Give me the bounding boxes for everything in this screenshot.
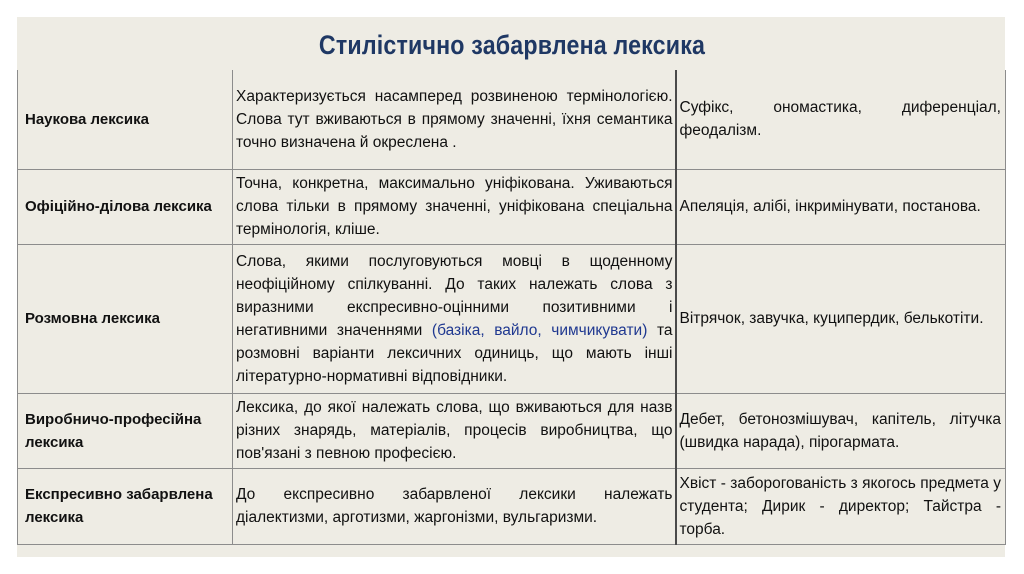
row-description: Характеризується насамперед розвиненою термінологією. Слова тут вживаються в прямому значенні, їхня семантика точно визначена й окреслена . [233, 70, 676, 169]
example-words-highlight: (базіка, вайло, чимчикувати) [431, 321, 648, 339]
row-examples: Вітрячок, завучка, куципердик, белькотіти. [676, 244, 1006, 393]
lexicon-table [17, 70, 1006, 545]
row-examples: Дебет, бетонозмішувач, капітель, літучка (швидка нарада), пірогармата. [676, 393, 1006, 468]
row-description: Точна, конкретна, максимально уніфікована. Уживаються слова тільки в прямому значенні, уніфікована спеціальна термінологія, кліше. [233, 169, 676, 244]
row-name: Розмовна лексика [18, 244, 233, 393]
row-name: Наукова лексика [18, 70, 233, 169]
table-row [18, 244, 1006, 393]
row-examples: Суфікс, ономастика, диференціал, феодалізм. [676, 70, 1006, 169]
table-row [18, 169, 1006, 244]
row-description: Лексика, до якої належать слова, що вживаються для назв різних знарядь, матеріалів, процесів виробництва, що пов'язані з певною професією. [233, 393, 676, 468]
table-row [18, 393, 1006, 468]
row-name: Виробничо-професійна лексика [18, 393, 233, 468]
row-examples: Хвіст - заборогованість з якогось предмета у студента; Дирик - директор; Тайстра - торба. [676, 468, 1006, 544]
row-name: Експресивно забарвлена лексика [18, 468, 233, 544]
row-description: До експресивно забарвленої лексики належать діалектизми, арготизми, жаргонізми, вульгаризми. [233, 468, 676, 544]
table-row [18, 468, 1006, 544]
row-examples: Апеляція, алібі, інкримінувати, постанова. [676, 169, 1006, 244]
description-text: та розмовні варіанти лексичних одиниць, що мають інші літературно-нормативні відповідники. [236, 321, 673, 385]
description-text: Слова, якими послуговуються мовці в щоденному неофіційному спілкуванні. До таких належать слова з виразними експресивно-оцінними позитивними і негативними значеннями [236, 252, 673, 339]
row-name: Офіційно-ділова лексика [18, 169, 233, 244]
row-description [233, 244, 676, 393]
slide-title: Стилістично забарвлена лексика [318, 30, 706, 60]
table-row [18, 70, 1006, 169]
